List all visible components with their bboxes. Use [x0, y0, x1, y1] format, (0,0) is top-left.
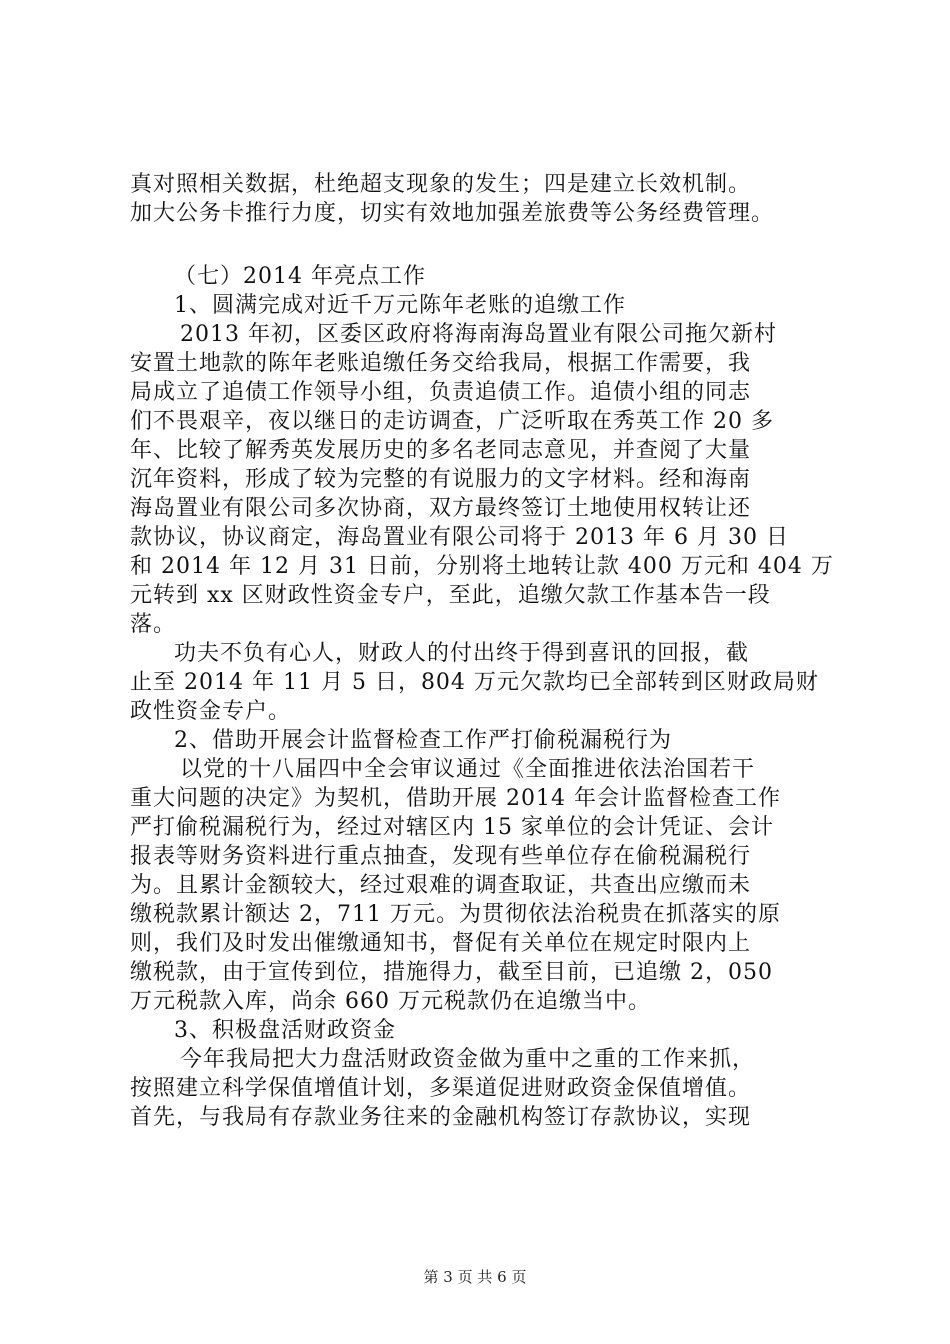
body-line: 报表等财务资料进行重点抽查，发现有些单位存在偷税漏税行: [130, 844, 752, 869]
page-number-footer: 第 3 页 共 6 页: [423, 1268, 527, 1286]
body-line: 以党的十八届四中全会审议通过《全面推进依法治国若干: [180, 757, 756, 782]
document-body: [130, 170, 835, 1132]
body-line: 按照建立科学保值增值计划，多渠道促进财政资金保值增值。: [130, 1076, 752, 1101]
body-line: 则，我们及时发出催缴通知书，督促有关单位在规定时限内上: [130, 931, 752, 956]
body-line: 海岛置业有限公司多次协商，双方最终签订土地使用权转让还: [130, 496, 752, 521]
item-heading-2: 2、借助开展会计监督检查工作严打偷税漏税行为: [174, 728, 672, 753]
body-line: 万元税款入库，尚余 660 万元税款仍在追缴当中。: [130, 989, 651, 1014]
body-line: 真对照相关数据，杜绝超支现象的发生；四是建立长效机制。: [130, 172, 752, 197]
body-line: 和 2014 年 12 月 31 日前，分别将土地转让款 400 万元和 404 万: [130, 554, 834, 579]
body-line: 落。: [130, 612, 177, 637]
body-line: 局成立了追债工作领导小组，负责追债工作。追债小组的同志: [130, 380, 752, 405]
section-heading: （七）2014 年亮点工作: [174, 264, 426, 289]
body-line: 加大公务卡推行力度，切实有效地加强差旅费等公务经费管理。: [130, 201, 775, 226]
body-line: 重大问题的决定》为契机，借助开展 2014 年会计监督检查工作: [130, 786, 781, 811]
body-line: 元转到 xx 区财政性资金专户，至此，追缴欠款工作基本告一段: [130, 583, 771, 608]
body-line: 安置土地款的陈年老账追缴任务交给我局，根据工作需要，我: [130, 351, 752, 376]
body-line: 今年我局把大力盘活财政资金做为重中之重的工作来抓，: [180, 1047, 756, 1072]
item-heading-1: 1、圆满完成对近千万元陈年老账的追缴工作: [174, 293, 626, 318]
body-line: 2013 年初，区委区政府将海南海岛置业有限公司拖欠新村: [180, 322, 777, 347]
body-line: 缴税款累计额达 2，711 万元。为贯彻依法治税贵在抓落实的原: [130, 902, 781, 927]
body-line: 功夫不负有心人，财政人的付出终于得到喜讯的回报，截: [174, 641, 750, 666]
body-line: 沉年资料，形成了较为完整的有说服力的文字材料。经和海南: [130, 467, 752, 492]
body-line: 政性资金专户。: [130, 699, 292, 724]
paragraph-gap: [130, 228, 835, 262]
body-line: 们不畏艰辛，夜以继日的走访调查，广泛听取在秀英工作 20 多: [130, 409, 774, 434]
body-line: 缴税款，由于宣传到位，措施得力，截至目前，已追缴 2，050: [130, 960, 773, 985]
body-line: 年、比较了解秀英发展历史的多名老同志意见，并查阅了大量: [130, 438, 752, 463]
body-line: 止至 2014 年 11 月 5 日，804 万元欠款均已全部转到区财政局财: [130, 670, 819, 695]
body-line: 首先，与我局有存款业务往来的金融机构签订存款协议，实现: [130, 1105, 752, 1130]
item-heading-3: 3、积极盘活财政资金: [174, 1018, 396, 1043]
body-line: 为。且累计金额较大，经过艰难的调查取证，共查出应缴而未: [130, 873, 752, 898]
body-line: 严打偷税漏税行为，经过对辖区内 15 家单位的会计凭证、会计: [130, 815, 774, 840]
body-line: 款协议，协议商定，海岛置业有限公司将于 2013 年 6 月 30 日: [130, 525, 789, 550]
